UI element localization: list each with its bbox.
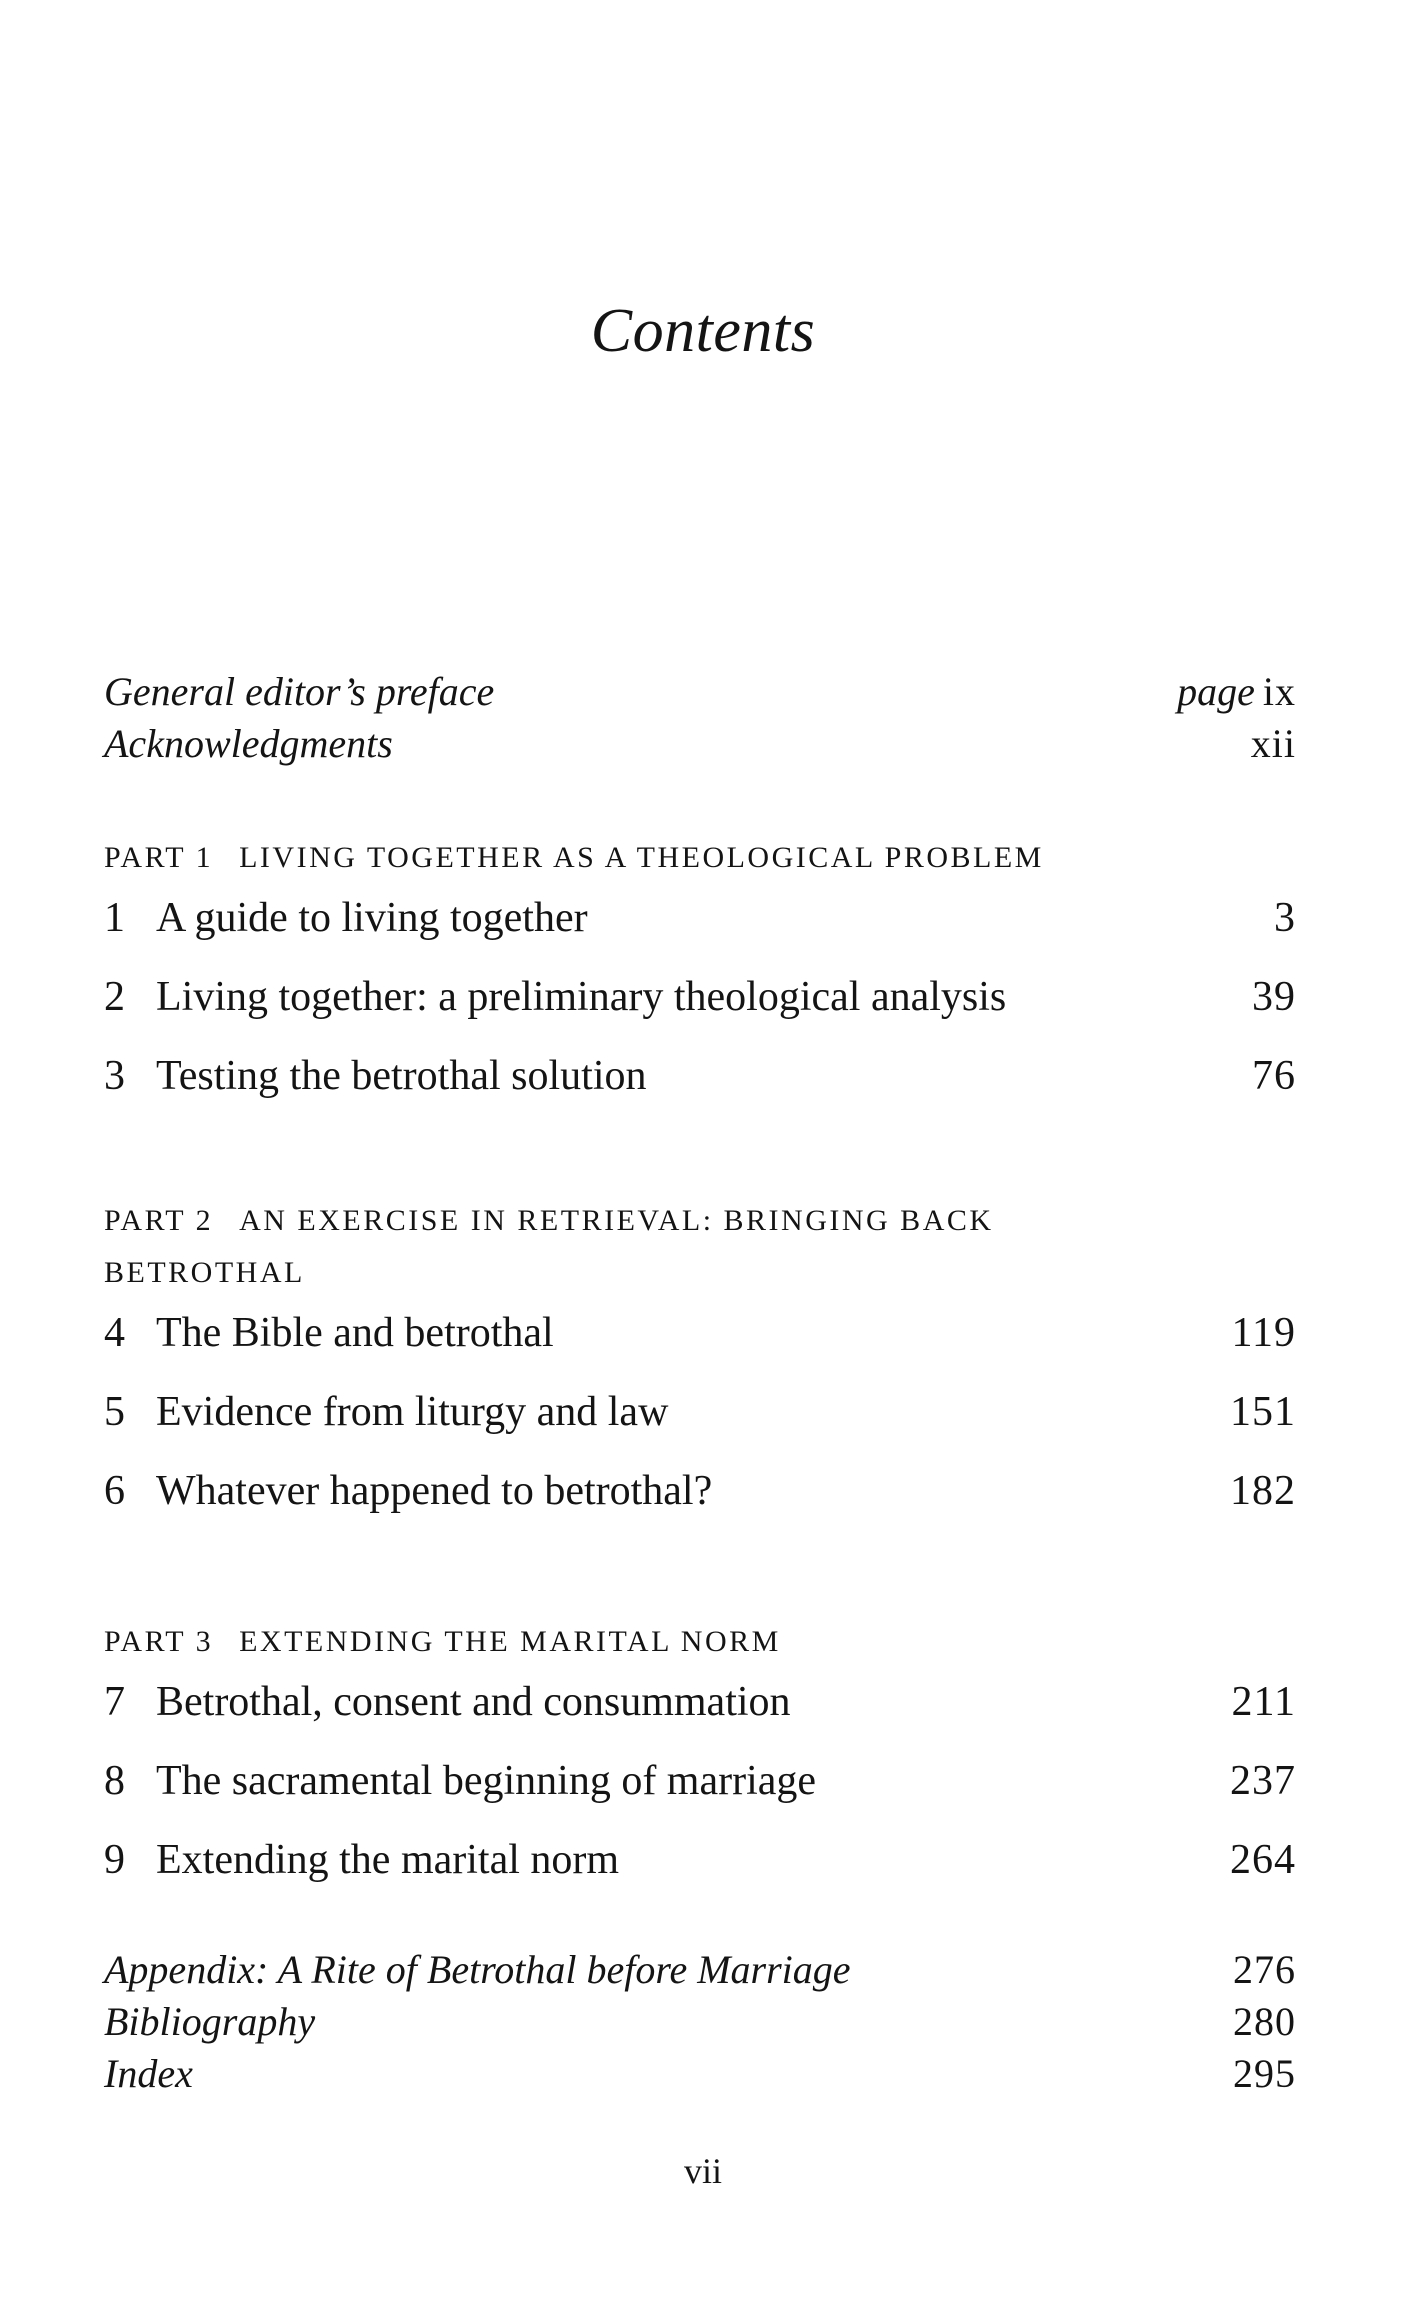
chapter-number: 3 bbox=[104, 1053, 125, 1099]
entry-label: Appendix: A Rite of Betrothal before Marriage bbox=[104, 1947, 851, 1992]
chapter-page: 119 bbox=[1231, 1310, 1296, 1356]
front-matter-entry bbox=[104, 720, 1296, 772]
entry-page: ix bbox=[1262, 669, 1296, 714]
entry-page: 276 bbox=[1233, 1947, 1296, 1992]
chapter-title: Whatever happened to betrothal? bbox=[156, 1468, 713, 1514]
part-title: EXTENDING THE MARITAL NORM bbox=[239, 1625, 781, 1658]
part-title: AN EXERCISE IN RETRIEVAL: BRINGING BACK bbox=[239, 1204, 994, 1237]
chapter-title: Evidence from liturgy and law bbox=[156, 1389, 669, 1435]
chapter-title: A guide to living together bbox=[156, 895, 588, 941]
chapter-entry bbox=[104, 1052, 1296, 1131]
chapter-entry bbox=[104, 1309, 1296, 1388]
chapter-page: 237 bbox=[1230, 1758, 1296, 1804]
chapter-title: Betrothal, consent and consummation bbox=[156, 1679, 791, 1725]
chapter-entry bbox=[104, 973, 1296, 1052]
chapter-entry bbox=[104, 1467, 1296, 1546]
chapter-page: 264 bbox=[1230, 1837, 1296, 1883]
chapter-entry bbox=[104, 1836, 1296, 1915]
chapter-page: 182 bbox=[1230, 1468, 1296, 1514]
chapter-entry bbox=[104, 1757, 1296, 1836]
chapter-page: 39 bbox=[1252, 974, 1296, 1020]
page-folio: vii bbox=[683, 2151, 722, 2191]
entry-label: Index bbox=[104, 2051, 193, 2096]
front-matter-entry bbox=[104, 668, 1296, 720]
entry-page: xii bbox=[1250, 721, 1296, 766]
chapter-number: 1 bbox=[104, 895, 125, 941]
part-heading bbox=[104, 832, 1296, 884]
chapter-number: 6 bbox=[104, 1468, 125, 1514]
chapter-entry bbox=[104, 1678, 1296, 1757]
chapter-number: 4 bbox=[104, 1310, 125, 1356]
chapter-page: 211 bbox=[1231, 1679, 1296, 1725]
part-heading bbox=[104, 1616, 1296, 1668]
chapter-number: 7 bbox=[104, 1679, 125, 1725]
part-section bbox=[104, 1195, 1296, 1546]
entry-label: General editor’s preface bbox=[104, 669, 495, 714]
part-heading bbox=[104, 1195, 1296, 1247]
chapter-page: 3 bbox=[1274, 895, 1296, 941]
chapter-title: The sacramental beginning of marriage bbox=[156, 1758, 817, 1804]
part-title-continued: BETROTHAL bbox=[104, 1256, 305, 1289]
entry-page-group bbox=[1177, 668, 1296, 715]
front-matter-list bbox=[104, 668, 1296, 772]
chapter-entry bbox=[104, 1388, 1296, 1467]
chapter-number: 5 bbox=[104, 1389, 125, 1435]
chapter-page: 76 bbox=[1252, 1053, 1296, 1099]
chapter-title: The Bible and betrothal bbox=[156, 1310, 554, 1356]
contents-title: Contents bbox=[590, 297, 816, 365]
back-matter-list bbox=[104, 1946, 1296, 2102]
chapter-number: 8 bbox=[104, 1758, 125, 1804]
chapter-title: Extending the marital norm bbox=[156, 1837, 620, 1883]
back-matter-entry bbox=[104, 2050, 1296, 2102]
entry-page: 295 bbox=[1233, 2051, 1296, 2096]
part-section bbox=[104, 1616, 1296, 1915]
page-prefix: page bbox=[1177, 669, 1255, 714]
entry-label: Acknowledgments bbox=[104, 721, 393, 766]
part-number: PART 2 bbox=[104, 1204, 214, 1237]
part-title: LIVING TOGETHER AS A THEOLOGICAL PROBLEM bbox=[239, 841, 1044, 874]
part-number: PART 3 bbox=[104, 1625, 214, 1658]
chapter-page: 151 bbox=[1230, 1389, 1296, 1435]
back-matter-entry bbox=[104, 1946, 1296, 1998]
chapter-title: Testing the betrothal solution bbox=[156, 1053, 647, 1099]
chapter-number: 9 bbox=[104, 1837, 125, 1883]
chapter-title: Living together: a preliminary theological analysis bbox=[156, 974, 1007, 1020]
chapter-entry bbox=[104, 894, 1296, 973]
entry-label: Bibliography bbox=[104, 1999, 316, 2044]
part-section bbox=[104, 832, 1296, 1131]
back-matter-entry bbox=[104, 1998, 1296, 2050]
part-number: PART 1 bbox=[104, 841, 214, 874]
entry-page: 280 bbox=[1233, 1999, 1296, 2044]
chapter-number: 2 bbox=[104, 974, 125, 1020]
